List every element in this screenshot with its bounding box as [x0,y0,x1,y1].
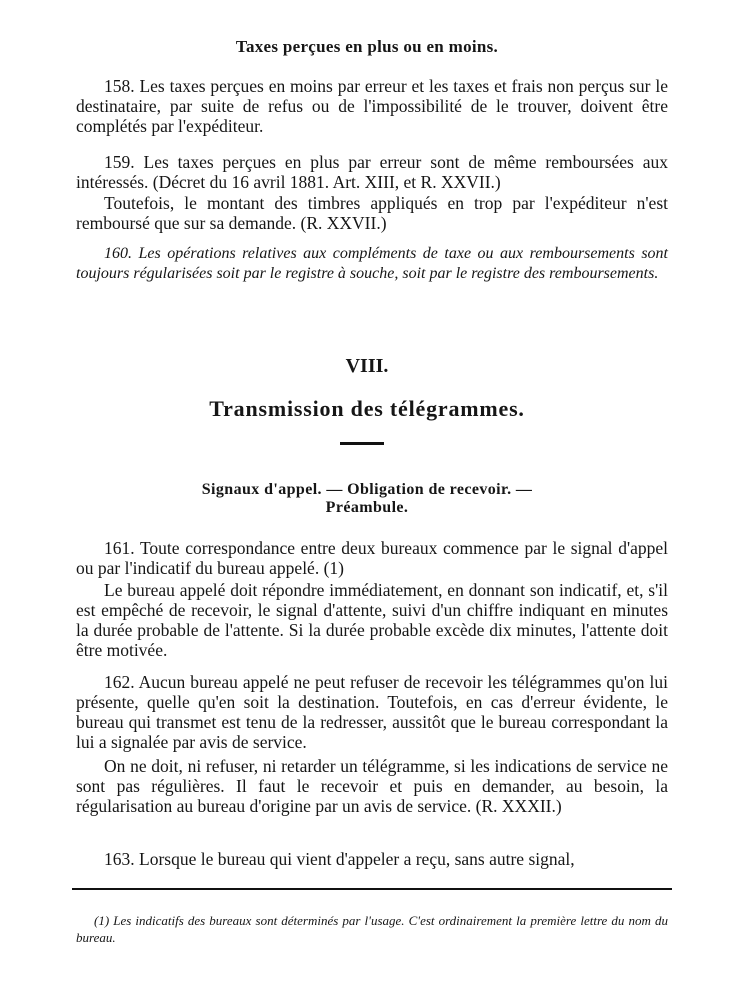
paragraph-161-continued: Le bureau appelé doit répondre immédiatement, en donnant son indicatif, et, s'il est empêché de recevoir, le signal d'attente, suivi d'un chiffre indiquant en minutes la durée probable de l'attente. Si la durée probable excède dix minutes, l'attente doit être motivée. [76,580,668,660]
paragraph-159-continued: Toutefois, le montant des timbres appliqués en trop par l'expéditeur n'est remboursé que sur sa demande. (R. XXVII.) [76,193,668,233]
paragraph-162: 162. Aucun bureau appelé ne peut refuser de recevoir les télégrammes qu'on lui présente, quelle qu'en soit la destination. Toutefois, en cas d'erreur évidente, le bureau qui transmet est tenu de la redresser, aussitôt que le bureau correspondant la lui a signalée par avis de service. [76,672,668,752]
paragraph-161: 161. Toute correspondance entre deux bureaux commence par le signal d'appel ou par l'indicatif du bureau appelé. (1) [76,538,668,578]
section-heading-taxes: Taxes perçues en plus ou en moins. [235,37,499,56]
paragraph-160: 160. Les opérations relatives aux compléments de taxe ou aux remboursements sont toujours régularisées soit par le registre à souche, soit par le registre des remboursements. [76,245,668,282]
section-heading-preambule: Préambule. [325,499,409,516]
chapter-divider [340,442,384,445]
footnote: (1) Les indicatifs des bureaux sont déterminés par l'usage. C'est ordinairement la première lettre du nom du bureau. [76,913,668,945]
paragraph-163: 163. Lorsque le bureau qui vient d'appeler a reçu, sans autre signal, [104,849,575,869]
paragraph-158: 158. Les taxes perçues en moins par erreur et les taxes et frais non perçus sur le destinataire, par suite de refus ou de l'impossibilité de le trouver, doivent être complétés par l'expéditeur. [76,76,668,136]
chapter-number: VIII. [345,355,389,377]
section-heading-signaux: Signaux d'appel. — Obligation de recevoir. — [201,481,533,498]
footnote-divider [72,888,672,890]
paragraph-159: 159. Les taxes perçues en plus par erreur sont de même remboursées aux intéressés. (Décret du 16 avril 1881. Art. XIII, et R. XXVII.) [76,152,668,192]
chapter-title: Transmission des télégrammes. [209,396,525,421]
paragraph-162-continued: On ne doit, ni refuser, ni retarder un télégramme, si les indications de service ne sont pas régulières. Il faut le recevoir et puis en demander, au besoin, la régularisation au bureau d'origine par un avis de service. (R. XXXII.) [76,756,668,816]
